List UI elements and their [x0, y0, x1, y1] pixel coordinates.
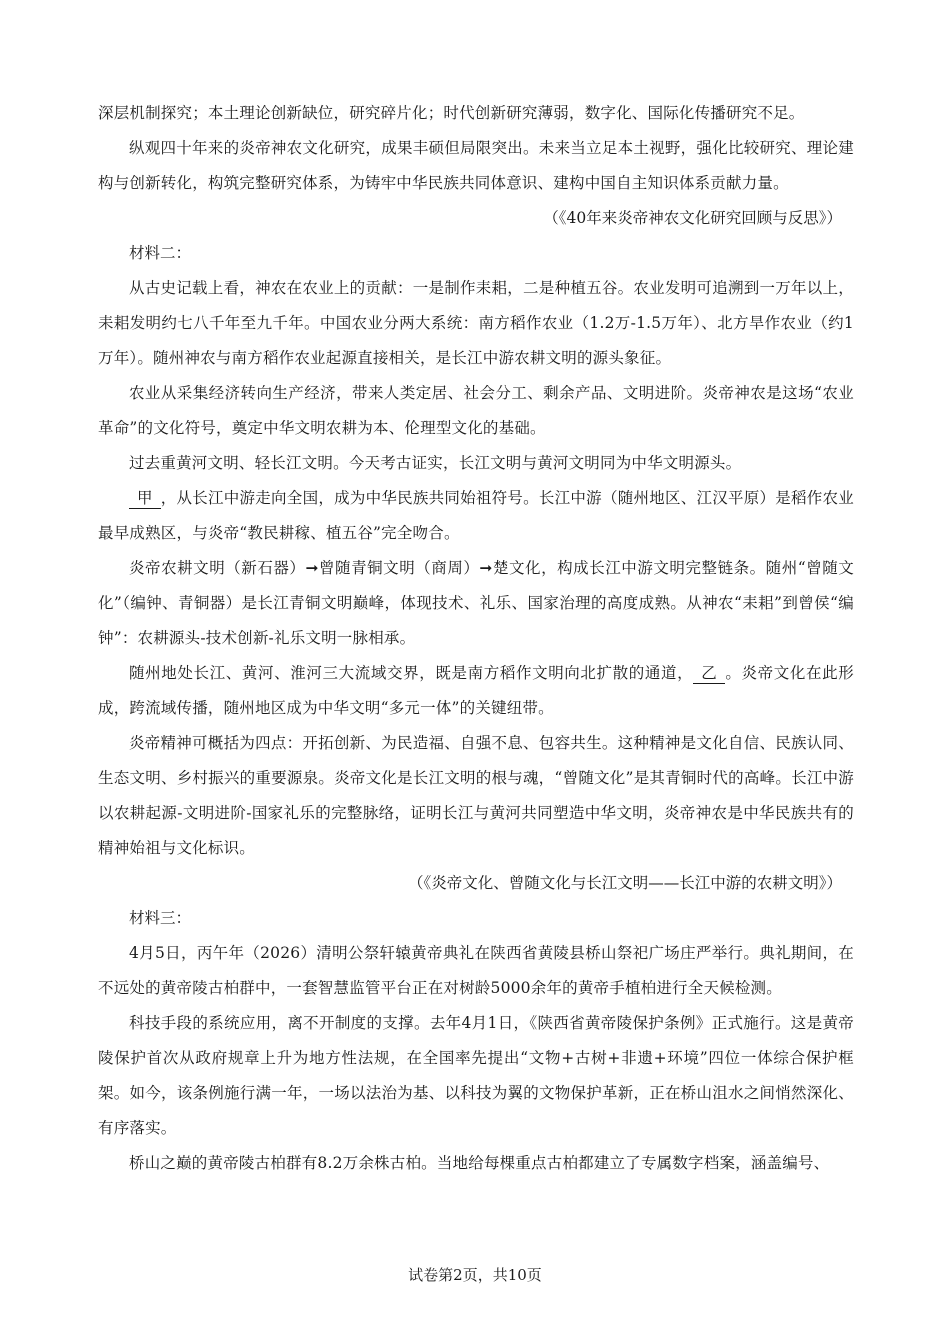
paragraph: 深层机制探究；本土理论创新缺位，研究碎片化；时代创新研究薄弱，数字化、国际化传播研究不足。 [98, 104, 805, 122]
paragraph-text: ，从长江中游走向全国，成为中华民族共同始祖符号。长江中游（随州地区、江汉平原）是稻作农业最早成熟区，与炎帝“教民耕稼、植五谷”完全吻合。 [98, 489, 854, 542]
paragraph-text: 。炎帝文化在此形成，跨流域传播，随州地区成为中华文明“多元一体”的关键纽带。 [98, 664, 854, 717]
paragraph: 炎帝农耕文明（新石器）➞曾随青铜文明（商周）➞楚文化，构成长江中游文明完整链条。随州“曾随文化”（编钟、青铜器）是长江青铜文明巅峰，体现技术、礼乐、国家治理的高度成熟。从神农“耒耜”到曾侯“编钟”：农耕源头-技术创新-礼乐文明一脉相承。 [98, 559, 854, 647]
material-label: 材料二： [129, 244, 192, 262]
page-footer: 试卷第2页，共10页 [408, 1266, 542, 1284]
page-body [98, 96, 854, 1181]
paragraph: 从古史记载上看，神农在农业上的贡献：一是制作耒耜，二是种植五谷。农业发明可追溯到一万年以上，耒耜发明约七八千年至九千年。中国农业分两大系统：南方稻作农业（1.2万-1.5万年）、北方旱作农业（约1万年）。随州神农与南方稻作农业起源直接相关，是长江中游农耕文明的源头象征。 [98, 279, 854, 367]
answer-blank: 甲 [129, 488, 161, 509]
paragraph: 农业从采集经济转向生产经济，带来人类定居、社会分工、剩余产品、文明进阶。炎帝神农是这场“农业革命”的文化符号，奠定中华文明农耕为本、伦理型文化的基础。 [98, 384, 854, 437]
paragraph: 过去重黄河文明、轻长江文明。今天考古证实，长江文明与黄河文明同为中华文明源头。 [129, 454, 742, 472]
source-citation: （《40年来炎帝神农文化研究回顾与反思》） [543, 209, 842, 227]
paragraph: 4月5日，丙午年（2026）清明公祭轩辕黄帝典礼在陕西省黄陵县桥山祭祀广场庄严举行。典礼期间，在不远处的黄帝陵古柏群中，一套智慧监管平台正在对树龄5000余年的黄帝手植柏进行全天候检测。 [98, 944, 854, 997]
paragraph: 桥山之巅的黄帝陵古柏群有8.2万余株古柏。当地给每棵重点古柏都建立了专属数字档案，涵盖编号、 [129, 1154, 830, 1172]
paragraph [98, 481, 854, 551]
paragraph: 纵观四十年来的炎帝神农文化研究，成果丰硕但局限突出。未来当立足本土视野，强化比较研究、理论建构与创新转化，构筑完整研究体系，为铸牢中华民族共同体意识、建构中国自主知识体系贡献力量。 [98, 139, 854, 192]
paragraph [98, 656, 854, 726]
paragraph-text: 随州地处长江、黄河、淮河三大流域交界，既是南方稻作文明向北扩散的通道， [129, 664, 694, 682]
material-label: 材料三： [129, 909, 192, 927]
paragraph: 炎帝精神可概括为四点：开拓创新、为民造福、自强不息、包容共生。这种精神是文化自信、民族认同、生态文明、乡村振兴的重要源泉。炎帝文化是长江文明的根与魂，“曾随文化”是其青铜时代的高峰。长江中游以农耕起源-文明进阶-国家礼乐的完整脉络，证明长江与黄河共同塑造中华文明，炎帝神农是中华民族共有的精神始祖与文化标识。 [98, 734, 854, 857]
paragraph: 科技手段的系统应用，离不开制度的支撑。去年4月1日，《陕西省黄帝陵保护条例》正式施行。这是黄帝陵保护首次从政府规章上升为地方性法规，在全国率先提出“文物+古树+非遗+环境”四位一体综合保护框架。如今，该条例施行满一年，一场以法治为基、以科技为翼的文物保护革新，正在桥山沮水之间悄然深化、有序落实。 [98, 1014, 854, 1137]
source-citation: （《炎帝文化、曾随文化与长江文明——长江中游的农耕文明》） [407, 874, 842, 892]
answer-blank: 乙 [693, 663, 725, 684]
